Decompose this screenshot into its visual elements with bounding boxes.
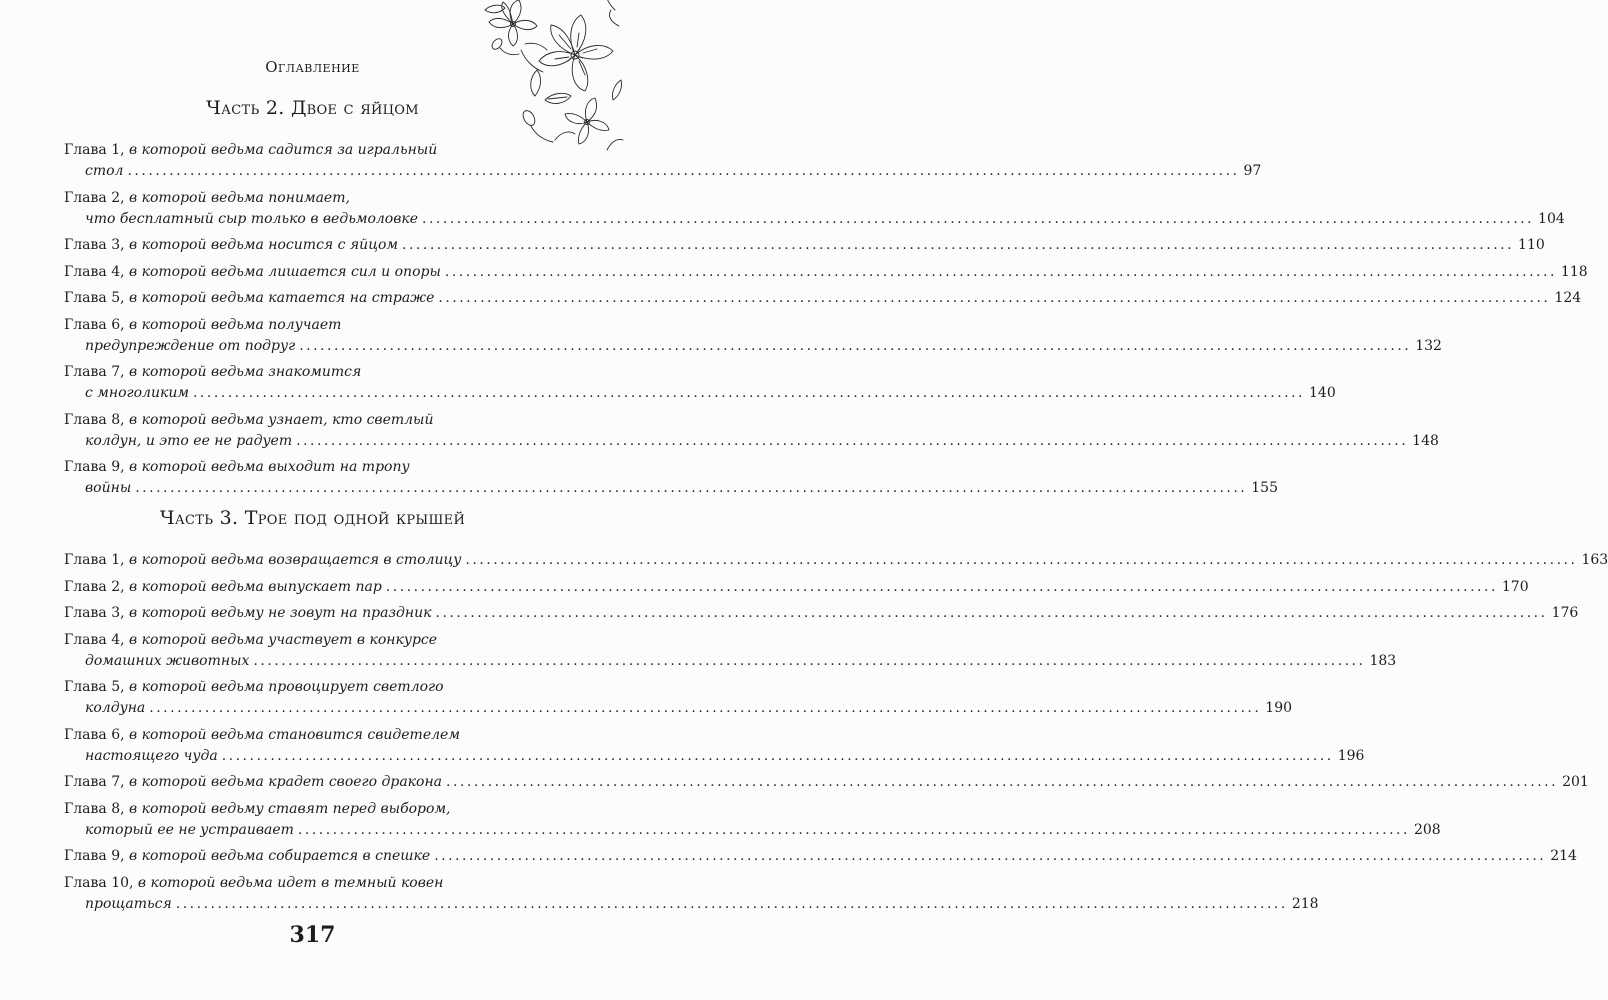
- toc-entry: [64, 457, 1278, 499]
- chapter-label: Глава 3,: [64, 237, 125, 253]
- toc-entry: [64, 873, 1319, 915]
- toc-entry-line: [64, 630, 544, 651]
- chapter-title: домашних животных: [85, 652, 250, 669]
- leader-dots: ................................................................................................................................................................: [444, 263, 1557, 280]
- chapter-title: в которой ведьма идет в темный ковен: [137, 874, 444, 891]
- toc-entry: [64, 677, 1293, 719]
- leader-dots: ................................................................................................................................................................: [299, 337, 1412, 354]
- toc-entry-line: [64, 746, 1365, 767]
- chapter-page: 97: [1243, 163, 1262, 179]
- toc-entry: [64, 846, 1577, 867]
- toc-entry-line: [64, 725, 544, 746]
- chapter-page: 132: [1415, 337, 1442, 354]
- toc-entry-line: [64, 772, 1589, 793]
- toc-entry-line: [64, 698, 1293, 719]
- leader-dots: ................................................................................................................................................................: [402, 237, 1515, 253]
- chapter-label: Глава 7,: [64, 774, 125, 790]
- chapter-title: колдун, и это ее не радует: [85, 432, 293, 449]
- toc-entry-line: [64, 873, 544, 894]
- chapter-page: 148: [1412, 432, 1439, 449]
- leader-dots: ................................................................................................................................................................: [221, 747, 1334, 764]
- toc-entry-line: [64, 188, 544, 209]
- chapter-title: в которой ведьма понимает,: [129, 189, 350, 206]
- chapter-title: в которой ведьма знакомится: [129, 364, 362, 380]
- chapter-page: 124: [1554, 290, 1582, 306]
- chapter-label: Глава 5,: [64, 290, 125, 306]
- chapter-label: Глава 2,: [64, 189, 125, 206]
- chapter-title: в которой ведьма выпускает пар: [129, 578, 382, 595]
- leader-dots: ................................................................................................................................................................: [446, 774, 1559, 790]
- toc-header: Оглавление: [265, 58, 360, 76]
- leader-dots: ................................................................................................................................................................: [296, 432, 1409, 449]
- toc-entry: [64, 235, 1545, 256]
- toc-entry-line: [64, 383, 1336, 404]
- leader-dots: ................................................................................................................................................................: [465, 552, 1578, 568]
- leader-dots: ................................................................................................................................................................: [253, 652, 1366, 669]
- leader-dots: ................................................................................................................................................................: [149, 700, 1262, 716]
- part-2-title: Часть 2. Двое с яйцом: [206, 97, 419, 119]
- chapter-title: в которой ведьма узнает, кто светлый: [129, 411, 434, 428]
- toc-entry-line: [64, 457, 544, 478]
- toc-entry: [64, 799, 1441, 841]
- chapter-title: в которой ведьма участвует в конкурсе: [129, 631, 438, 648]
- chapter-label: Глава 6,: [64, 316, 125, 333]
- chapter-title: который ее не устраивает: [85, 821, 294, 838]
- chapter-title: в которой ведьма провоцирует светлого: [129, 679, 444, 695]
- leader-dots: ................................................................................................................................................................: [434, 848, 1547, 864]
- chapter-label: Глава 1,: [64, 552, 125, 568]
- toc-entry: [64, 362, 1336, 404]
- chapter-page: 163: [1581, 552, 1608, 568]
- chapter-page: 196: [1337, 747, 1365, 764]
- toc-list-part-3: [64, 550, 1608, 920]
- leader-dots: ................................................................................................................................................................: [192, 385, 1305, 401]
- toc-entry: [64, 603, 1579, 624]
- chapter-label: Глава 10,: [64, 874, 134, 891]
- toc-entry-line: [64, 431, 1439, 452]
- toc-list-part-2: [64, 140, 1588, 505]
- chapter-title: в которой ведьма возвращается в столицу: [129, 552, 462, 568]
- chapter-label: Глава 4,: [64, 263, 125, 280]
- toc-entry-line: [64, 603, 1579, 624]
- chapter-page: 170: [1501, 578, 1529, 595]
- toc-entry-line: [64, 362, 544, 383]
- chapter-label: Глава 8,: [64, 411, 125, 428]
- chapter-title: с многоликим: [85, 385, 189, 401]
- chapter-title: в которой ведьма носится с яйцом: [129, 237, 399, 253]
- chapter-title: в которой ведьма выходит на тропу: [129, 459, 410, 475]
- chapter-page: 118: [1560, 263, 1588, 280]
- toc-entry-line: [64, 677, 544, 698]
- chapter-label: Глава 6,: [64, 726, 125, 743]
- toc-entry: [64, 140, 1262, 182]
- toc-entry: [64, 315, 1442, 357]
- chapter-title: в которой ведьма собирается в спешке: [129, 848, 431, 864]
- leader-dots: ................................................................................................................................................................: [297, 821, 1410, 838]
- toc-entry: [64, 772, 1589, 793]
- toc-entry-line: [64, 550, 1608, 571]
- leader-dots: ................................................................................................................................................................: [435, 605, 1548, 621]
- toc-entry-line: [64, 478, 1278, 499]
- page-number: 317: [289, 922, 336, 948]
- chapter-page: 110: [1518, 237, 1545, 253]
- toc-entry: [64, 577, 1529, 598]
- chapter-title: в которой ведьма лишается сил и опоры: [129, 263, 441, 280]
- toc-entry-line: [64, 577, 1529, 598]
- leader-dots: ................................................................................................................................................................: [438, 290, 1551, 306]
- toc-entry-line: [64, 288, 1582, 309]
- leader-dots: ................................................................................................................................................................: [135, 480, 1248, 496]
- chapter-title: в которой ведьма крадет своего дракона: [129, 774, 443, 790]
- toc-entry-line: [64, 262, 1588, 283]
- chapter-title: предупреждение от подруг: [85, 337, 296, 354]
- toc-entry: [64, 630, 1397, 672]
- chapter-page: 176: [1551, 605, 1579, 621]
- toc-entry: [64, 725, 1365, 767]
- chapter-page: 183: [1369, 652, 1397, 669]
- toc-entry-line: [64, 161, 1262, 182]
- toc-entry-line: [64, 799, 544, 820]
- chapter-title: в которой ведьму ставят перед выбором,: [129, 800, 451, 817]
- chapter-title: войны: [85, 480, 132, 496]
- chapter-title: стол: [85, 163, 124, 179]
- toc-entry-line: [64, 820, 1441, 841]
- toc-entry: [64, 262, 1588, 283]
- toc-entry-line: [64, 894, 1319, 915]
- chapter-title: в которой ведьму не зовут на праздник: [129, 605, 432, 621]
- chapter-title: в которой ведьма катается на страже: [129, 290, 435, 306]
- leader-dots: ................................................................................................................................................................: [175, 895, 1288, 912]
- chapter-page: 208: [1413, 821, 1441, 838]
- chapter-page: 140: [1309, 385, 1336, 401]
- chapter-title: в которой ведьма получает: [129, 316, 342, 333]
- toc-entry-line: [64, 410, 544, 431]
- toc-entry: [64, 550, 1608, 571]
- toc-entry: [64, 410, 1439, 452]
- chapter-title: прощаться: [85, 895, 172, 912]
- toc-entry-line: [64, 315, 544, 336]
- toc-entry: [64, 288, 1582, 309]
- chapter-label: Глава 8,: [64, 800, 125, 817]
- chapter-label: Глава 9,: [64, 848, 125, 864]
- toc-entry: [64, 188, 1565, 230]
- chapter-page: 104: [1538, 210, 1565, 227]
- leader-dots: ................................................................................................................................................................: [127, 163, 1240, 179]
- toc-entry-line: [64, 209, 1565, 230]
- chapter-title: что бесплатный сыр только в ведьмоловке: [85, 210, 419, 227]
- chapter-title: в которой ведьма садится за игральный: [129, 142, 438, 158]
- toc-entry-line: [64, 336, 1442, 357]
- chapter-label: Глава 7,: [64, 364, 125, 380]
- chapter-label: Глава 2,: [64, 578, 125, 595]
- chapter-label: Глава 1,: [64, 142, 125, 158]
- toc-entry-line: [64, 846, 1577, 867]
- chapter-page: 155: [1251, 480, 1278, 496]
- leader-dots: ................................................................................................................................................................: [385, 578, 1498, 595]
- toc-entry-line: [64, 235, 1545, 256]
- chapter-page: 218: [1291, 895, 1319, 912]
- floral-illustration-icon: [425, 0, 625, 155]
- toc-entry-line: [64, 651, 1397, 672]
- toc-entry-line: [64, 140, 544, 161]
- chapter-page: 190: [1265, 700, 1293, 716]
- chapter-label: Глава 4,: [64, 631, 125, 648]
- part-3-title: Часть 3. Трое под одной крышей: [159, 507, 466, 529]
- chapter-title: колдуна: [85, 700, 146, 716]
- chapter-title: в которой ведьма становится свидетелем: [129, 726, 460, 743]
- chapter-label: Глава 5,: [64, 679, 125, 695]
- chapter-label: Глава 3,: [64, 605, 125, 621]
- chapter-page: 214: [1550, 848, 1577, 864]
- chapter-label: Глава 9,: [64, 459, 125, 475]
- chapter-title: настоящего чуда: [85, 747, 218, 764]
- chapter-page: 201: [1562, 774, 1589, 790]
- leader-dots: ................................................................................................................................................................: [422, 210, 1535, 227]
